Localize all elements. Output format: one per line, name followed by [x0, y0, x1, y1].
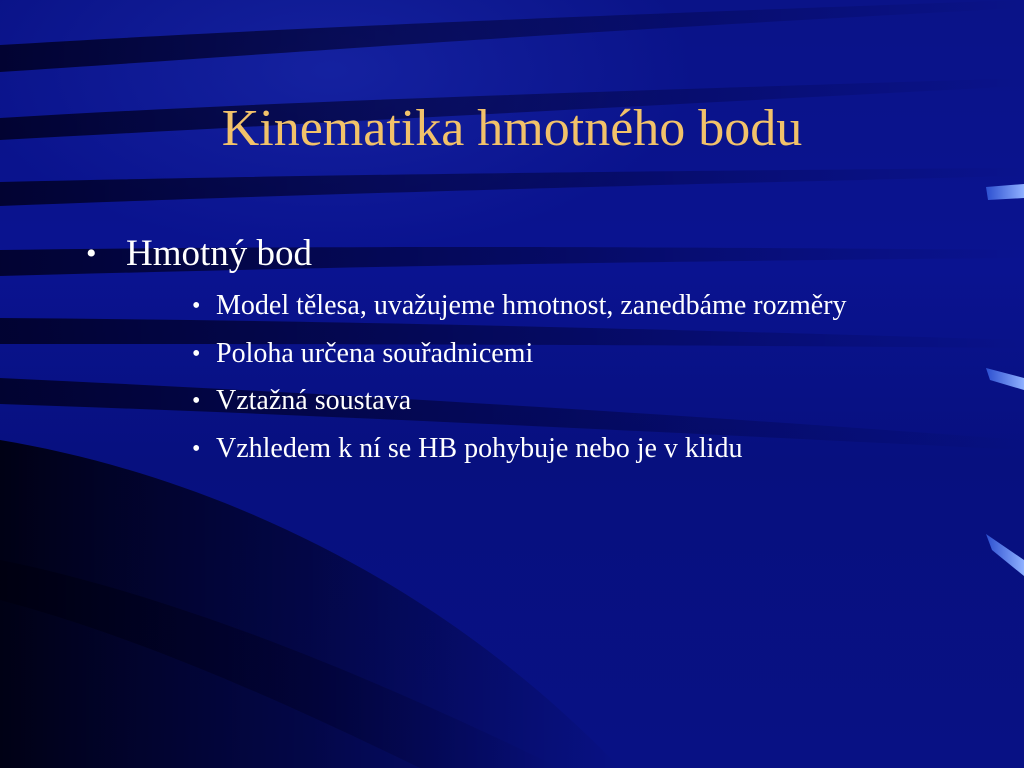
slide-content — [80, 232, 900, 478]
sub-bullet-dot-icon: • — [192, 388, 201, 415]
sub-bullet-text: Vzhledem k ní se HB pohybuje nebo je v klidu — [216, 432, 743, 464]
sub-bullet-dot-icon: • — [192, 435, 201, 462]
sub-bullet-dot-icon: • — [192, 293, 201, 320]
stripe-3 — [0, 168, 1024, 206]
sub-bullet-dot-icon: • — [192, 340, 201, 367]
sub-bullet-item — [186, 383, 900, 419]
dark-sweep — [0, 440, 620, 768]
sub-bullet-item — [186, 431, 900, 467]
sub-bullet-list — [186, 288, 900, 467]
edge-tab-2 — [986, 368, 1024, 390]
sub-bullet-text: Vztažná soustava — [216, 385, 412, 417]
bullet-dot-icon: • — [86, 237, 97, 270]
bullet-text: Hmotný bod — [126, 233, 313, 274]
sub-bullet-item — [186, 288, 900, 324]
edge-tab-1 — [986, 184, 1024, 200]
bullet-list — [80, 232, 900, 467]
slide-title: Kinematika hmotného bodu — [221, 100, 803, 157]
edge-tab-3 — [986, 534, 1024, 576]
bullet-item — [80, 232, 900, 467]
stripe-1 — [0, 0, 1024, 72]
sub-bullet-text: Poloha určena souřadnicemi — [216, 337, 534, 369]
sub-bullet-item — [186, 336, 900, 372]
sub-bullet-text: Model tělesa, uvažujeme hmotnost, zanedbáme rozměry — [216, 290, 847, 322]
